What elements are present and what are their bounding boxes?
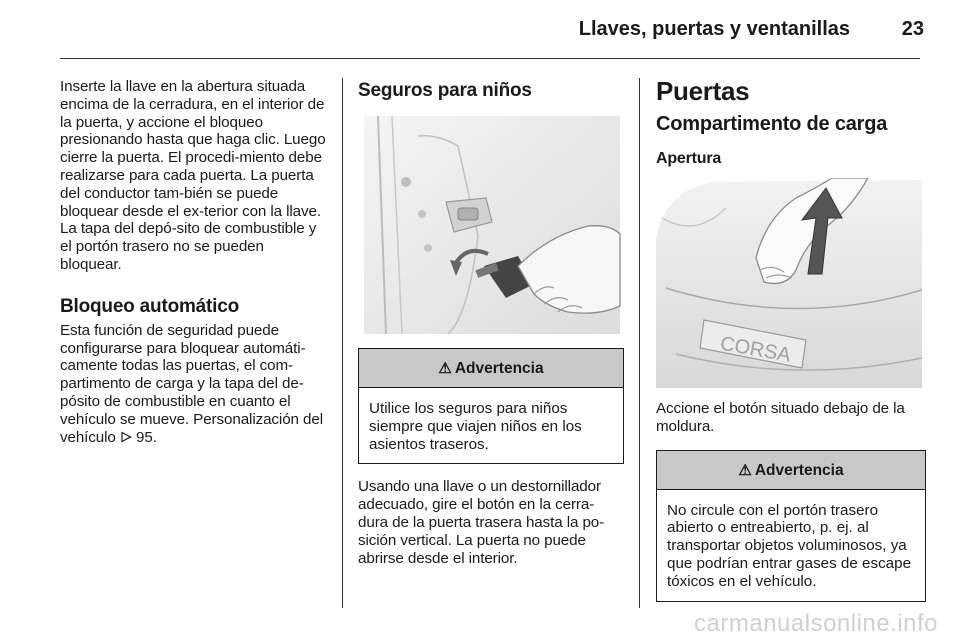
warning-text: No circule con el portón trasero abierto o entreabierto, p. ej. al transportar objetos voluminosos, ya que podrían entrar gases de escape tóxicos en el vehículo. — [667, 501, 912, 590]
subsection-heading-opening: Apertura — [656, 150, 722, 167]
header-title: Llaves, puertas y ventanillas — [578, 18, 850, 40]
auto-lock-text: Esta función de seguridad puede configurarse para bloquear automáti-camente todas las puertas, el com-partimento de carga y la tapa del de-pósito de combustible en cuanto el vehículo se mueve. Personalización del vehículo — [60, 321, 323, 446]
section-heading-auto-lock: Bloqueo automático — [60, 295, 240, 317]
column-divider-right — [639, 78, 640, 608]
column-middle — [358, 78, 624, 567]
auto-lock-paragraph — [60, 322, 328, 447]
warning-header — [657, 451, 925, 490]
column-left — [60, 78, 328, 446]
section-heading-cargo: Compartimento de carga — [656, 113, 888, 135]
warning-triangle-icon: ⚠ — [738, 461, 752, 479]
warning-title: Advertencia — [754, 461, 844, 479]
warning-box-tailgate — [656, 450, 926, 602]
warning-box-child-locks — [358, 348, 624, 464]
license-plate-text: CORSA — [718, 332, 793, 367]
warning-header — [359, 349, 623, 388]
tailgate-paragraph: Accione el botón situado debajo de la moldura. — [656, 400, 905, 435]
warning-text: Utilice los seguros para niños siempre que viajen niños en los asientos traseros. — [369, 400, 582, 453]
warning-title: Advertencia — [454, 360, 544, 377]
page-number: 23 — [901, 18, 924, 40]
chapter-heading: Puertas — [656, 76, 750, 106]
page-reference: 95. — [136, 428, 157, 446]
tailgate-opening-illustration — [656, 178, 922, 388]
column-divider-left — [342, 78, 343, 608]
section-heading-child-locks: Seguros para niños — [358, 80, 532, 101]
header-rule — [60, 58, 920, 59]
child-lock-paragraph: Usando una llave o un destornillador adecuado, gire el botón en la cerra-dura de la puerta trasera hasta la po-sición vertical. La puerta no puede abrirse desde el interior. — [358, 478, 605, 567]
door-child-lock-illustration — [358, 116, 624, 334]
intro-paragraph: Inserte la llave en la abertura situada encima de la cerradura, en el interior de la puerta, y accione el bloqueo presionando hasta que haga clic. Luego cierre la puerta. El procedi-miento debe realizarse para cada puerta. La puerta del conductor tam-bién se puede bloquear desde el ex-terior con la llave. La tapa del depó-sito de combustible y el portón trasero no se pueden bloquear. — [60, 78, 326, 273]
column-right — [656, 78, 926, 602]
watermark: carmanualsonline.info — [694, 610, 938, 637]
warning-triangle-icon: ⚠ — [438, 360, 452, 377]
arrow-reference-icon — [120, 431, 132, 443]
